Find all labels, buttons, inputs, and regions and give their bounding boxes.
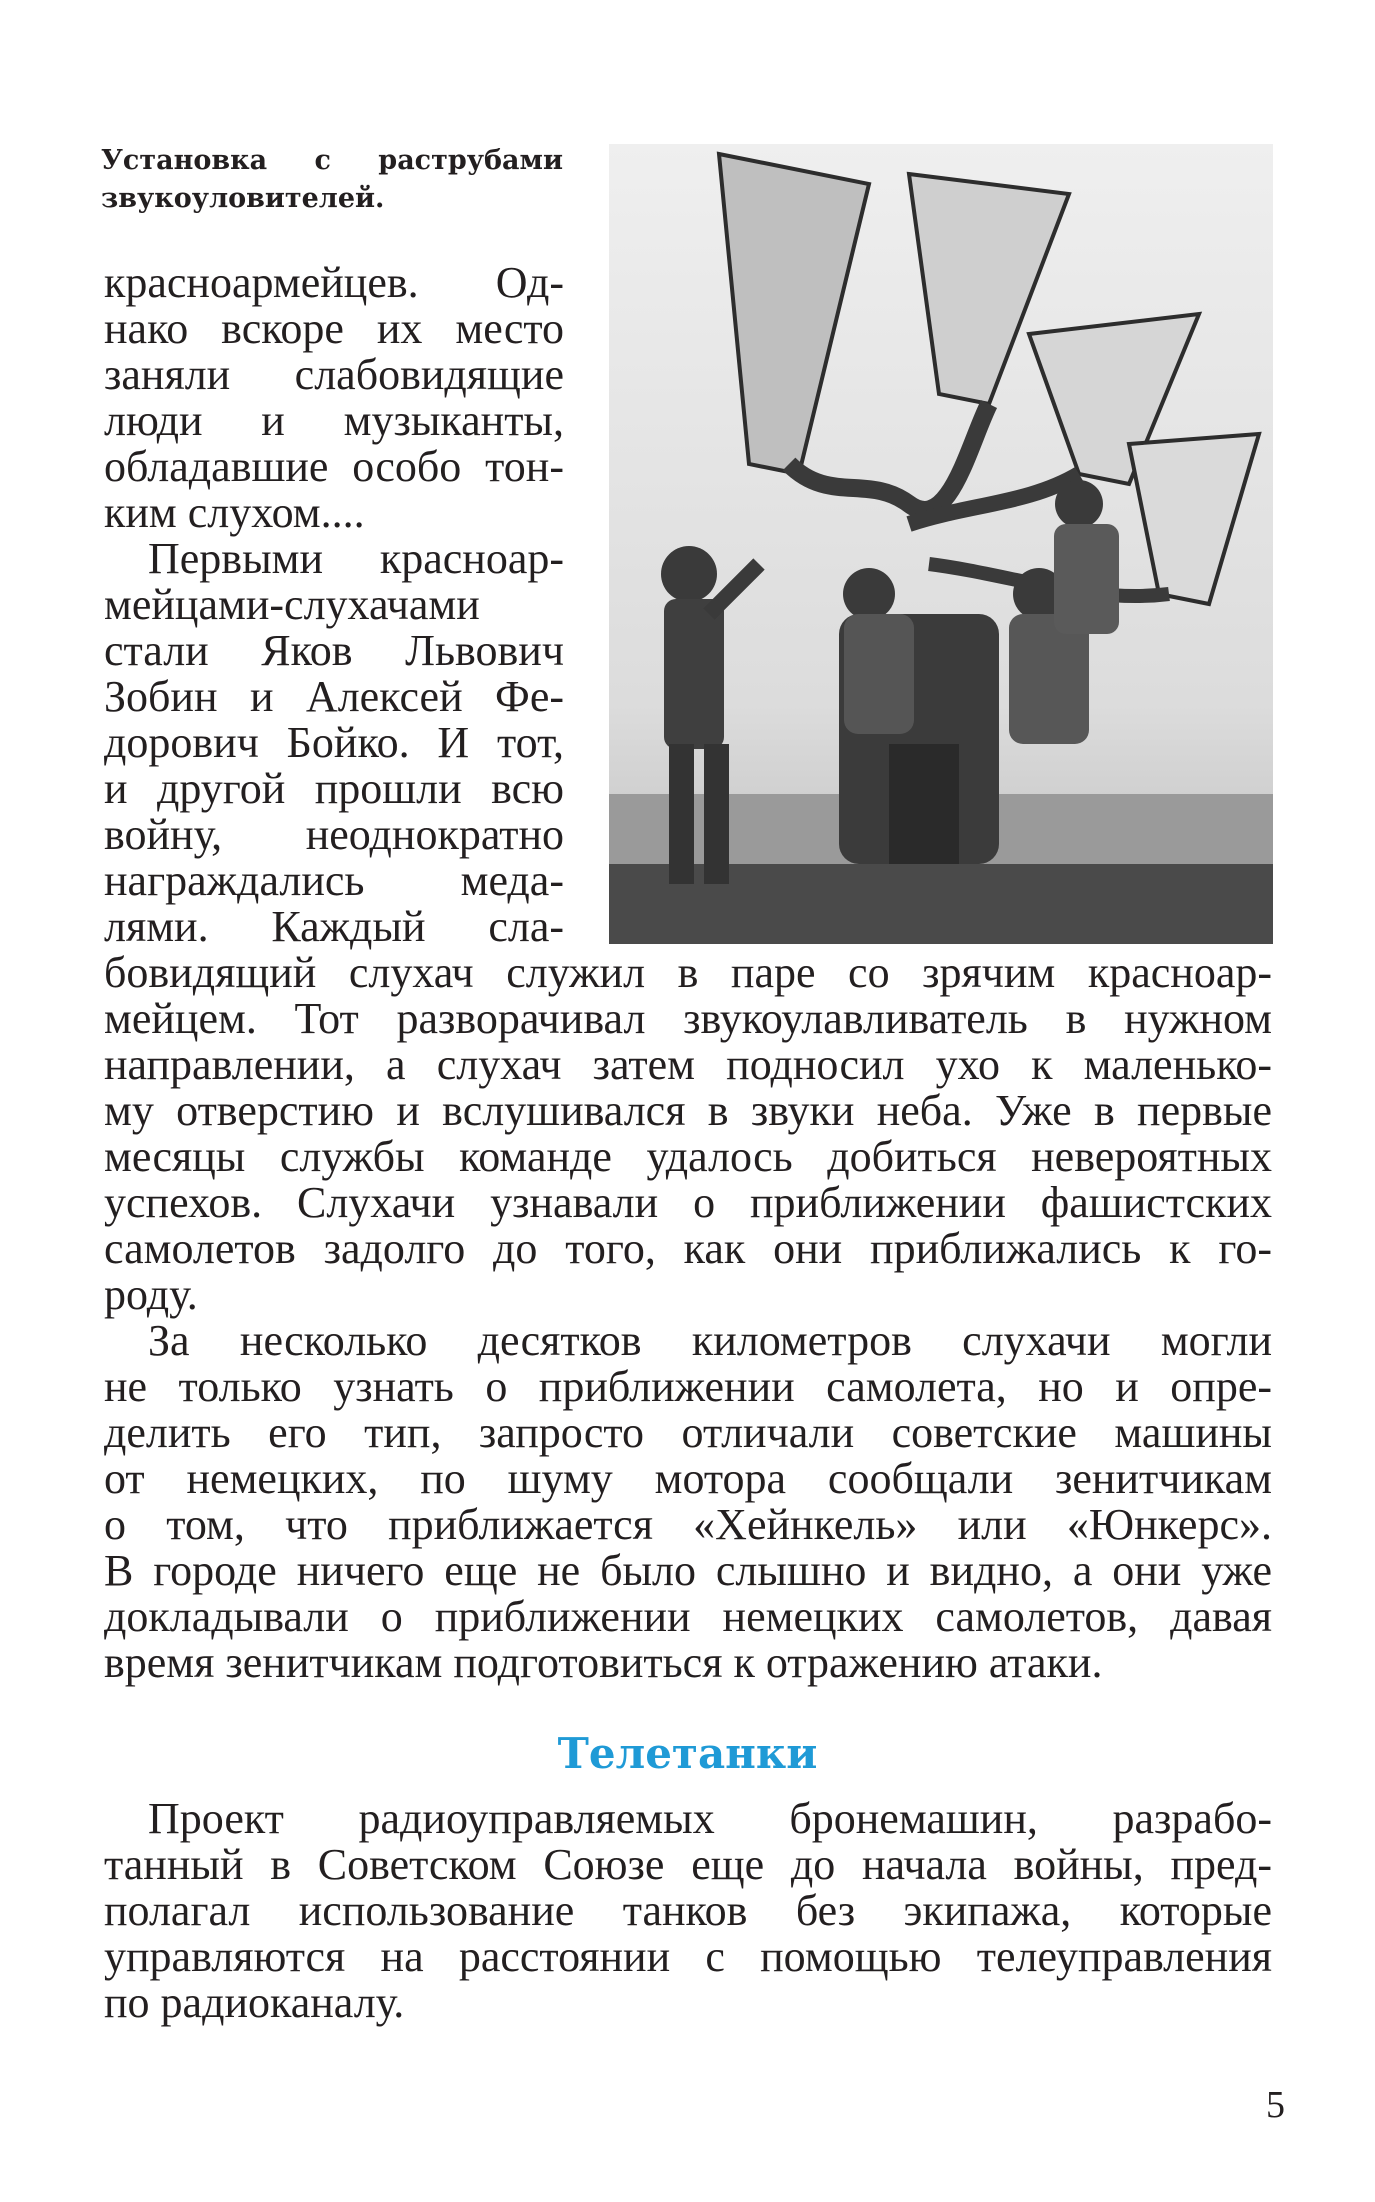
text-line: о том, что приближается «Хейнкель» или «Юнкерс». — [104, 1500, 1272, 1549]
text-line: обладавшие особо тон- — [104, 442, 564, 491]
photo-caption: Установка с раструбами звукоуловителей. — [101, 145, 563, 214]
text-line: мейцами-слухачами — [104, 580, 480, 629]
text-line: награждались меда- — [104, 856, 564, 905]
text-line: красноармейцев. Од- — [104, 258, 564, 307]
text-line: время зенитчикам подготовиться к отражению атаки. — [104, 1638, 1103, 1687]
text-line: мейцем. Тот разворачивал звукоулавливатель в нужном — [104, 994, 1272, 1043]
text-line: по радиоканалу. — [104, 1978, 405, 2027]
text-line: направлении, а слухач затем подносил ухо к маленько- — [104, 1040, 1272, 1089]
text-line: войну, неоднократно — [104, 810, 564, 859]
text-line: месяцы службы команде удалось добиться невероятных — [104, 1132, 1272, 1181]
text-line: лями. Каждый сла- — [104, 902, 564, 951]
paragraph-start: Первыми красноар- — [148, 534, 564, 583]
text-line: роду. — [104, 1270, 198, 1319]
text-line: полагал использование танков без экипажа, которые — [104, 1886, 1272, 1935]
page-number: 5 — [1266, 2084, 1285, 2126]
text-line: делить его тип, запросто отличали советские машины — [104, 1408, 1272, 1457]
text-line: управляются на расстоянии с помощью телеуправления — [104, 1932, 1272, 1981]
section-heading: Телетанки — [557, 1729, 818, 1778]
text-line: докладывали о приближении немецких самолетов, давая — [104, 1592, 1272, 1641]
text-line: от немецких, по шуму мотора сообщали зенитчикам — [104, 1454, 1272, 1503]
text-line: не только узнать о приближении самолета, но и опре- — [104, 1362, 1272, 1411]
text-line: самолетов задолго до того, как они приближались к го- — [104, 1224, 1272, 1273]
paragraph-start: Проект радиоуправляемых бронемашин, разрабо- — [148, 1794, 1272, 1843]
photo-illustration — [609, 144, 1273, 944]
text-line: танный в Советском Союзе еще до начала войны, пред- — [104, 1840, 1272, 1889]
text-line: бовидящий слухач служил в паре со зрячим красноар- — [104, 948, 1272, 997]
text-line: и другой прошли всю — [104, 764, 564, 813]
text-line: дорович Бойко. И тот, — [104, 718, 564, 767]
sound-locator-photo — [609, 144, 1273, 944]
text-line: нако вскоре их место — [104, 304, 564, 353]
paragraph-start: За несколько десятков километров слухачи могли — [148, 1316, 1272, 1365]
text-line: успехов. Слухачи узнавали о приближении фашистских — [104, 1178, 1272, 1227]
text-line: заняли слабовидящие — [104, 350, 564, 399]
text-line: В городе ничего еще не было слышно и видно, а они уже — [104, 1546, 1272, 1595]
text-line: люди и музыканты, — [104, 396, 564, 445]
text-line: ким слухом.... — [104, 488, 365, 537]
text-line: Зобин и Алексей Фе- — [104, 672, 564, 721]
text-line: му отверстию и вслушивался в звуки неба. Уже в первые — [104, 1086, 1272, 1135]
text-line: стали Яков Львович — [104, 626, 564, 675]
